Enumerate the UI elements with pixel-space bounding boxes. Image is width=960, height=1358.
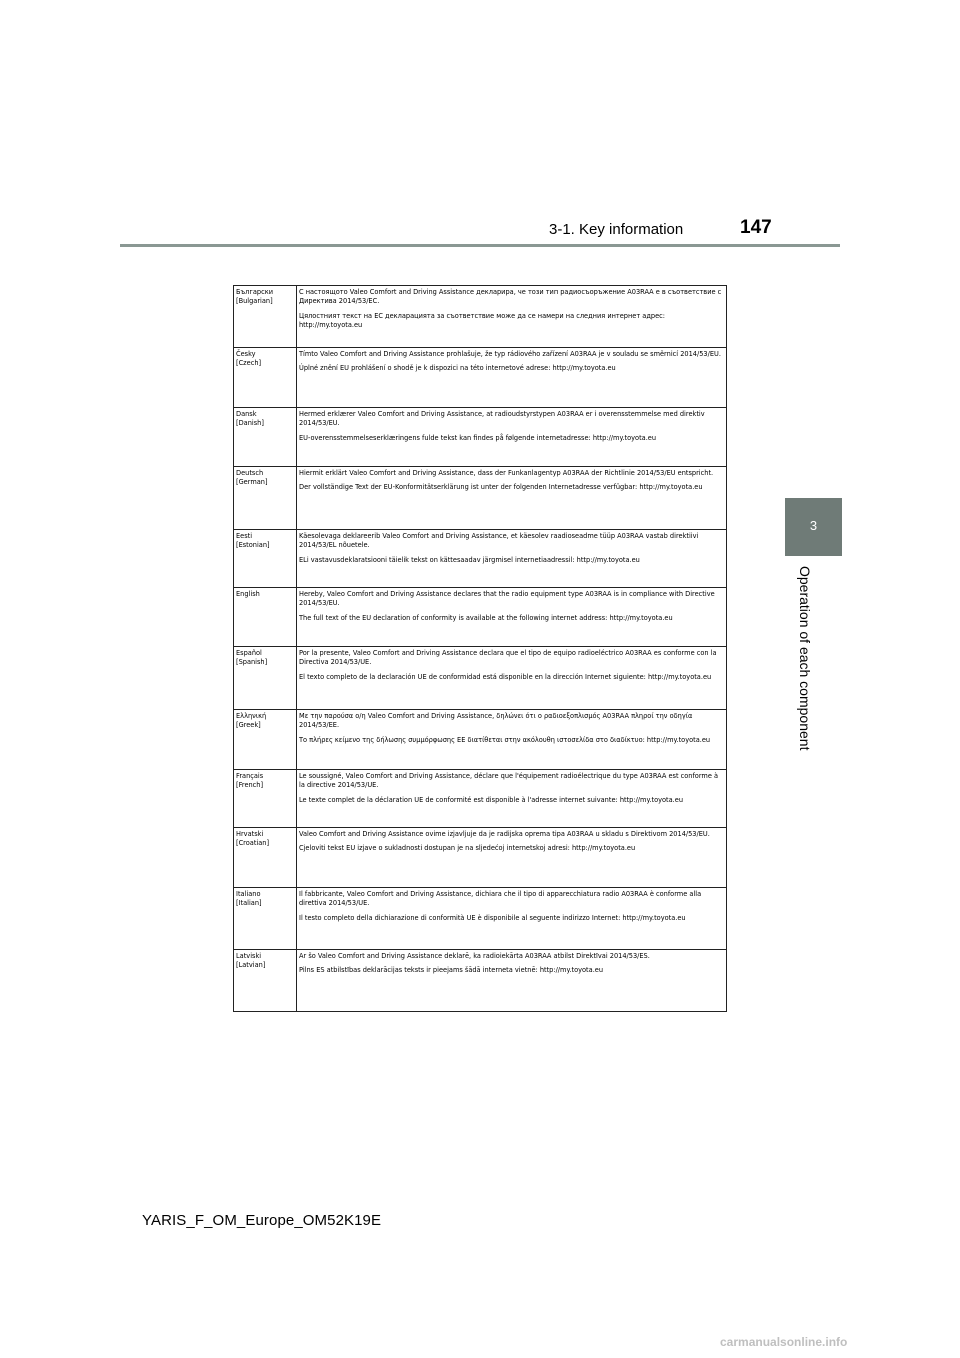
declaration-text-cell xyxy=(297,348,726,407)
watermark: carmanualsonline.info xyxy=(720,1335,848,1349)
chapter-title: Operation of each component xyxy=(797,566,813,751)
declaration-availability: Το πλήρες κείμενο της δήλωσης συμμόρφωσης ΕΕ διατίθεται στην ακόλουθη ιστοσελίδα στο διαδίκτυο: http://my.toyota.eu xyxy=(299,735,711,744)
declaration-row xyxy=(234,888,726,950)
declaration-availability: Cjeloviti tekst EU izjave o sukladnosti dostupan je na sljedećoj internetskoj adresi: http://my.toyota.eu xyxy=(299,844,636,853)
language-name: Italiano xyxy=(236,890,261,898)
declaration-statement: Με την παρούσα ο/η Valeo Comfort and Driving Assistance, δηλώνει ότι ο ραδιοεξοπλισμός A03RAA πληροί την οδηγία 2014/53/ΕΕ. xyxy=(299,712,693,730)
language-name: Français xyxy=(236,772,264,780)
header-divider xyxy=(120,244,840,247)
declaration-statement: Por la presente, Valeo Comfort and Driving Assistance declara que el tipo de equipo radioeléctrico A03RAA es conforme con la Directiva 2014/53/UE. xyxy=(299,649,717,667)
declaration-statement: С настоящото Valeo Comfort and Driving Assistance декларира, че този тип радиосъоръжение A03RAA е в съответствие с Директива 2014/53/ЕС. xyxy=(299,288,722,306)
language-name-english: [Danish] xyxy=(236,419,264,428)
language-cell xyxy=(234,888,297,949)
declaration-statement: Valeo Comfort and Driving Assistance ovime izjavljuje da je radijska oprema tipa A03RAA u skladu s Direktivom 2014/53/EU. xyxy=(299,830,710,838)
language-name-english: [Spanish] xyxy=(236,658,268,667)
page-number: 147 xyxy=(740,217,772,238)
declaration-row xyxy=(234,408,726,467)
language-cell xyxy=(234,467,297,529)
declaration-statement: Il fabbricante, Valeo Comfort and Driving Assistance, dichiara che il tipo di apparecchiatura radio A03RAA è conforme alla direttiva 2014/53/UE. xyxy=(299,890,702,908)
declaration-statement: Käesolevaga deklareerib Valeo Comfort and Driving Assistance, et käesolev raadioseadme tüüp A03RAA vastab direktiivi 2014/53/EL nõuetele. xyxy=(299,532,699,550)
declaration-table xyxy=(233,285,727,1012)
declaration-row xyxy=(234,710,726,770)
declaration-text-cell xyxy=(297,588,726,646)
declaration-row xyxy=(234,467,726,530)
language-name: Česky xyxy=(236,350,256,358)
declaration-text-cell xyxy=(297,710,726,769)
declaration-text-cell xyxy=(297,828,726,887)
language-cell xyxy=(234,647,297,709)
language-name-english: [Croatian] xyxy=(236,839,270,848)
language-name-english: [Czech] xyxy=(236,359,262,368)
declaration-statement: Hereby, Valeo Comfort and Driving Assistance declares that the radio equipment type A03RAA is in compliance with Directive 2014/53/EU. xyxy=(299,590,715,608)
declaration-statement: Le soussigné, Valeo Comfort and Driving Assistance, déclare que l'équipement radioélectrique du type A03RAA est conforme à la directive 2014/53/UE. xyxy=(299,772,719,790)
declaration-text-cell xyxy=(297,950,726,1011)
declaration-text-cell xyxy=(297,770,726,827)
declaration-row xyxy=(234,588,726,647)
language-cell xyxy=(234,408,297,466)
language-name: English xyxy=(236,590,260,598)
declaration-availability: Il testo completo della dichiarazione di conformità UE è disponibile al seguente indirizzo Internet: http://my.toyota.eu xyxy=(299,913,686,922)
declaration-row xyxy=(234,770,726,828)
declaration-statement: Hermed erklærer Valeo Comfort and Driving Assistance, at radioudstyrstypen A03RAA er i overensstemmelse med direktiv 2014/53/EU. xyxy=(299,410,705,428)
chapter-tab-number: 3 xyxy=(809,518,818,533)
declaration-availability: Le texte complet de la déclaration UE de conformité est disponible à l'adresse internet suivante: http://my.toyota.eu xyxy=(299,795,684,804)
declaration-statement: Ar šo Valeo Comfort and Driving Assistance deklarē, ka radioiekārta A03RAA atbilst Direktīvai 2014/53/ES. xyxy=(299,952,650,960)
declaration-availability: Pilns ES atbilstības deklarācijas teksts ir pieejams šādā interneta vietnē: http://my.toyota.eu xyxy=(299,966,604,975)
declaration-text-cell xyxy=(297,467,726,529)
language-name: Dansk xyxy=(236,410,257,418)
language-cell xyxy=(234,950,297,1011)
language-name: Español xyxy=(236,649,262,657)
declaration-text-cell xyxy=(297,530,726,587)
language-name-english: [Estonian] xyxy=(236,541,270,550)
language-name: Hrvatski xyxy=(236,830,264,838)
language-cell xyxy=(234,828,297,887)
declaration-text-cell xyxy=(297,408,726,466)
header-section-title: 3-1. Key information xyxy=(549,221,684,238)
declaration-availability: The full text of the EU declaration of conformity is available at the following internet address: http://my.toyota.eu xyxy=(299,613,673,622)
declaration-availability: EU-overensstemmelseserklæringens fulde tekst kan findes på følgende internetadresse: http://my.toyota.eu xyxy=(299,433,657,442)
declaration-availability: Цялостният текст на ЕС декларацията за съответствие може да се намери на следния интернет адрес: http://my.toyota.eu xyxy=(299,311,665,329)
declaration-statement: Tímto Valeo Comfort and Driving Assistance prohlašuje, že typ rádiového zařízení A03RAA je v souladu se směrnicí 2014/53/EU. xyxy=(299,350,721,358)
language-name-english: [French] xyxy=(236,781,264,790)
declaration-row xyxy=(234,286,726,348)
language-name-english: [Greek] xyxy=(236,721,261,730)
declaration-row xyxy=(234,828,726,888)
declaration-text-cell xyxy=(297,647,726,709)
declaration-availability: ELi vastavusdeklaratsiooni täielik tekst on kättesaadav järgmisel internetiaadressil: http://my.toyota.eu xyxy=(299,555,640,564)
declaration-text-cell xyxy=(297,888,726,949)
language-cell xyxy=(234,710,297,769)
declaration-availability: Der vollständige Text der EU-Konformitätserklärung ist unter der folgenden Internetadresse verfügbar: http://my.toyota.eu xyxy=(299,483,703,492)
language-name: Deutsch xyxy=(236,469,264,477)
language-name: Ελληνική xyxy=(236,712,267,720)
declaration-text-cell xyxy=(297,286,726,347)
language-cell xyxy=(234,286,297,347)
language-name-english: [Bulgarian] xyxy=(236,297,273,306)
declaration-row xyxy=(234,647,726,710)
language-cell xyxy=(234,770,297,827)
language-name: Български xyxy=(236,288,273,296)
declaration-row xyxy=(234,950,726,1011)
language-name-english: [German] xyxy=(236,478,268,487)
declaration-availability: El texto completo de la declaración UE de conformidad está disponible en la dirección Internet siguiente: http://my.toyota.eu xyxy=(299,672,712,681)
language-name: Eesti xyxy=(236,532,253,540)
declaration-row xyxy=(234,530,726,588)
declaration-row xyxy=(234,348,726,408)
language-name-english: [Italian] xyxy=(236,899,262,908)
declaration-statement: Hiermit erklärt Valeo Comfort and Driving Assistance, dass der Funkanlagentyp A03RAA der Richtlinie 2014/53/EU entspricht. xyxy=(299,469,714,477)
language-name: Latviski xyxy=(236,952,262,960)
language-cell xyxy=(234,588,297,646)
language-cell xyxy=(234,348,297,407)
language-name-english: [Latvian] xyxy=(236,961,266,970)
language-cell xyxy=(234,530,297,587)
declaration-availability: Úplné znění EU prohlášení o shodě je k dispozici na této internetové adrese: http://my.toyota.eu xyxy=(299,364,616,373)
document-code: YARIS_F_OM_Europe_OM52K19E xyxy=(142,1212,382,1229)
